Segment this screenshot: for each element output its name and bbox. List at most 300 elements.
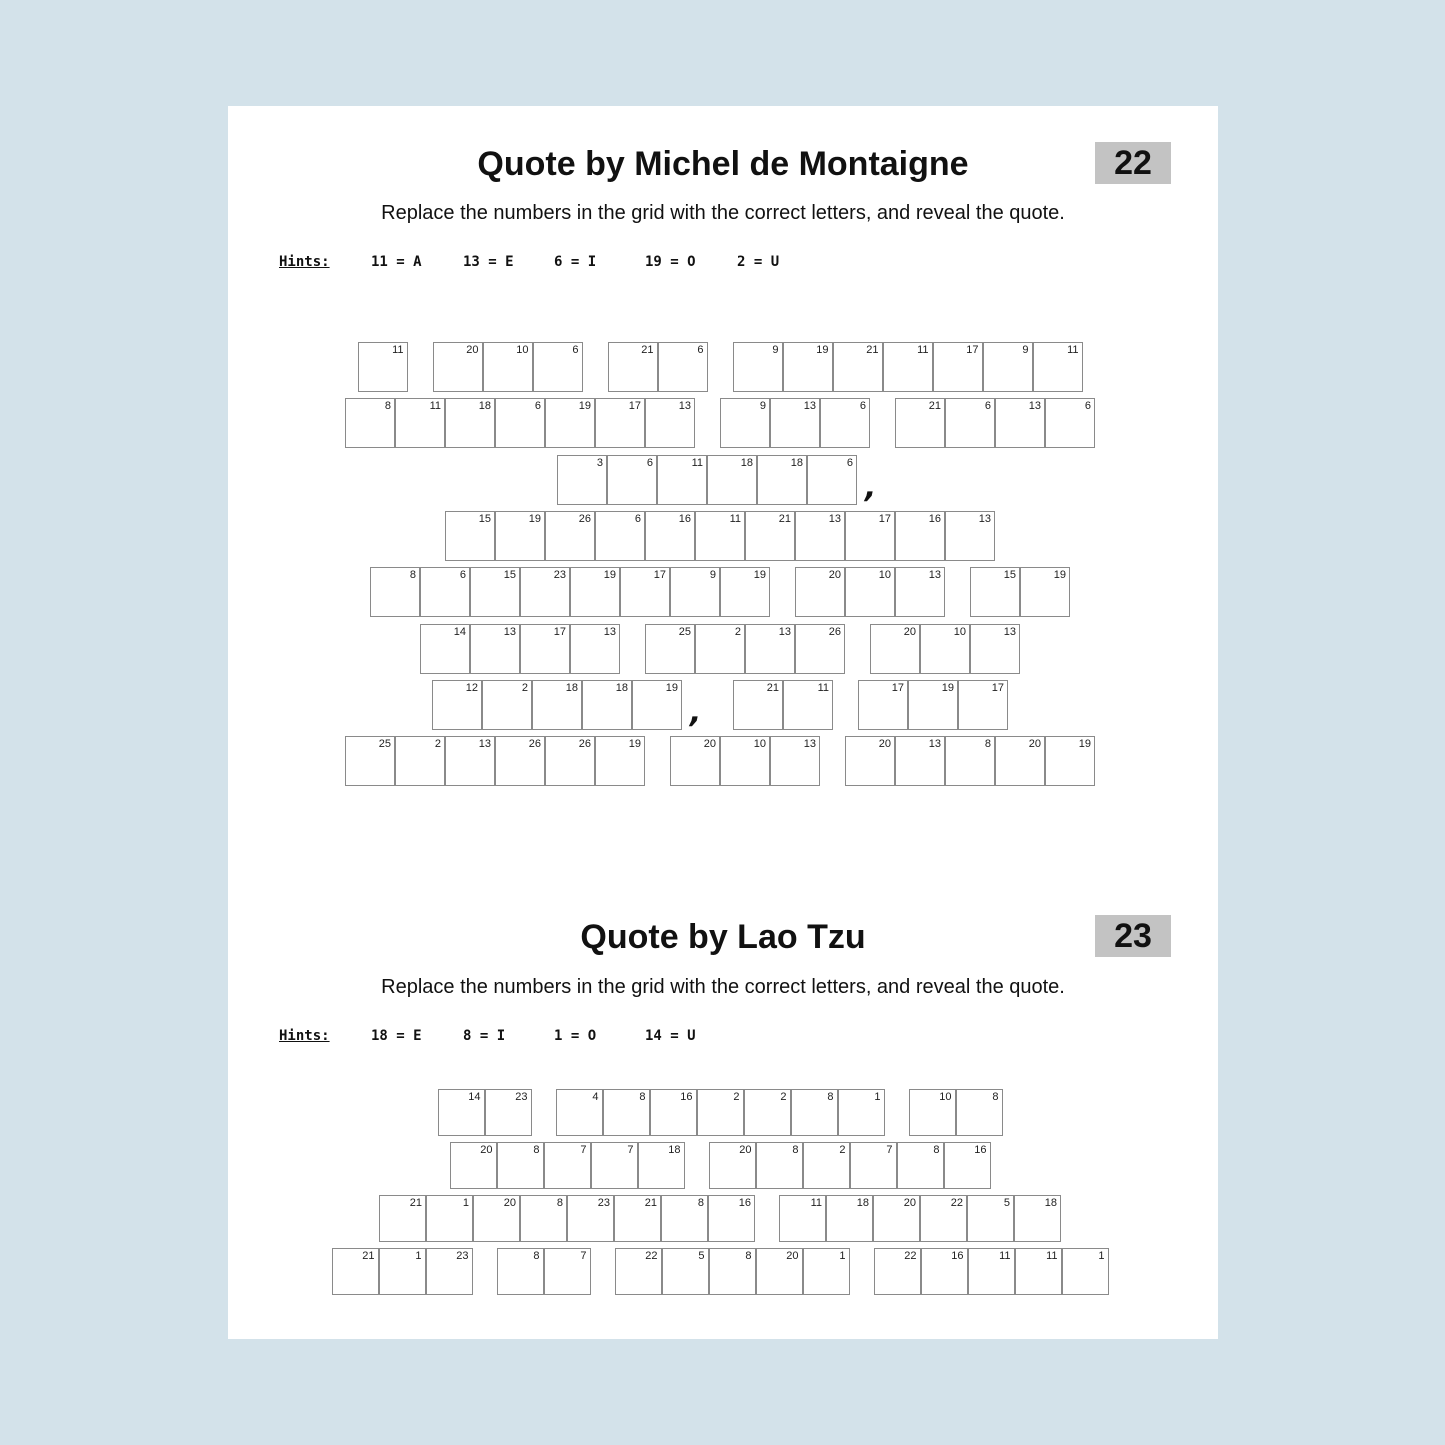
cipher-number: 13 <box>678 400 691 413</box>
letter-cell[interactable] <box>944 1142 991 1189</box>
letter-cell[interactable] <box>897 1142 944 1189</box>
cipher-number: 13 <box>478 738 491 751</box>
letter-cell[interactable] <box>770 736 820 786</box>
cipher-number: 8 <box>745 1250 752 1262</box>
letter-cell[interactable] <box>845 511 895 561</box>
cipher-number: 25 <box>678 625 691 638</box>
letter-cell[interactable] <box>495 398 545 448</box>
letter-cell[interactable] <box>756 1248 803 1295</box>
cipher-number: 26 <box>578 738 591 751</box>
cipher-number: 18 <box>668 1144 681 1156</box>
cipher-number: 21 <box>766 681 779 694</box>
cipher-number: 1 <box>415 1250 422 1262</box>
letter-cell[interactable] <box>756 1142 803 1189</box>
cipher-number: 11 <box>1046 1250 1058 1262</box>
letter-cell[interactable] <box>970 567 1020 617</box>
letter-cell[interactable] <box>820 398 870 448</box>
cipher-number: 11 <box>999 1250 1011 1262</box>
hint: 19 = O <box>645 254 696 270</box>
cipher-number: 16 <box>738 1197 751 1209</box>
letter-cell[interactable] <box>968 1248 1015 1295</box>
cipher-number: 8 <box>792 1144 799 1156</box>
cipher-number: 7 <box>886 1144 893 1156</box>
letter-cell[interactable] <box>520 1195 567 1242</box>
cipher-number: 21 <box>778 512 791 525</box>
puzzle-instructions: Replace the numbers in the grid with the correct letters, and reveal the quote. <box>381 202 1065 224</box>
cipher-number: 18 <box>478 400 491 413</box>
cipher-number: 6 <box>1084 400 1091 413</box>
cipher-number: 17 <box>966 344 979 356</box>
letter-cell[interactable] <box>845 736 895 786</box>
cipher-number: 20 <box>1028 738 1041 751</box>
cipher-number: 3 <box>596 456 603 469</box>
cipher-number: 13 <box>978 512 991 525</box>
cipher-number: 21 <box>866 344 879 356</box>
cipher-number: 18 <box>740 456 753 469</box>
cipher-number: 22 <box>904 1250 917 1262</box>
letter-cell[interactable] <box>557 455 607 505</box>
letter-cell[interactable] <box>967 1195 1014 1242</box>
letter-cell[interactable] <box>645 624 695 674</box>
letter-cell[interactable] <box>495 511 545 561</box>
cipher-number: 13 <box>928 738 941 751</box>
letter-cell[interactable] <box>826 1195 873 1242</box>
letter-cell[interactable] <box>395 398 445 448</box>
letter-cell[interactable] <box>570 567 620 617</box>
letter-cell[interactable] <box>908 680 958 730</box>
cipher-number: 13 <box>603 625 616 638</box>
letter-cell[interactable] <box>520 624 570 674</box>
letter-cell[interactable] <box>345 736 395 786</box>
letter-cell[interactable] <box>895 567 945 617</box>
letter-cell[interactable] <box>795 567 845 617</box>
letter-cell[interactable] <box>697 1089 744 1136</box>
letter-cell[interactable] <box>783 680 833 730</box>
cipher-number: 15 <box>503 569 516 582</box>
cipher-number: 16 <box>678 512 691 525</box>
letter-cell[interactable] <box>358 342 408 392</box>
cipher-number: 13 <box>1028 400 1041 413</box>
letter-cell[interactable] <box>945 511 995 561</box>
cipher-number: 11 <box>810 1197 822 1209</box>
letter-cell[interactable] <box>445 736 495 786</box>
cipher-number: 13 <box>503 625 516 638</box>
cipher-number: 17 <box>991 681 1004 694</box>
letter-cell[interactable] <box>379 1195 426 1242</box>
cipher-number: 6 <box>859 400 866 413</box>
letter-cell[interactable] <box>707 455 757 505</box>
cipher-number: 10 <box>753 738 766 751</box>
letter-cell[interactable] <box>545 736 595 786</box>
cipher-number: 6 <box>634 512 641 525</box>
letter-cell[interactable] <box>544 1248 591 1295</box>
cipher-number: 17 <box>653 569 666 582</box>
letter-cell[interactable] <box>485 1089 532 1136</box>
cipher-number: 21 <box>644 1197 657 1209</box>
cipher-number: 25 <box>378 738 391 751</box>
cipher-number: 21 <box>362 1250 375 1262</box>
cipher-number: 8 <box>533 1144 540 1156</box>
cipher-number: 2 <box>839 1144 846 1156</box>
letter-cell[interactable] <box>556 1089 603 1136</box>
cipher-number: 1 <box>839 1250 846 1262</box>
letter-cell[interactable] <box>695 624 745 674</box>
cipher-number: 17 <box>878 512 891 525</box>
cipher-number: 8 <box>984 738 991 751</box>
letter-cell[interactable] <box>720 398 770 448</box>
letter-cell[interactable] <box>958 680 1008 730</box>
cipher-number: 19 <box>941 681 954 694</box>
cipher-number: 11 <box>729 512 741 525</box>
cipher-number: 2 <box>521 681 528 694</box>
cipher-number: 20 <box>503 1197 516 1209</box>
hints-label: Hints: <box>279 1028 330 1044</box>
cipher-number: 18 <box>1044 1197 1057 1209</box>
cipher-number: 13 <box>803 738 816 751</box>
letter-cell[interactable] <box>482 680 532 730</box>
letter-cell[interactable] <box>497 1248 544 1295</box>
puzzle-instructions: Replace the numbers in the grid with the correct letters, and reveal the quote. <box>381 976 1065 998</box>
letter-cell[interactable] <box>657 455 707 505</box>
cipher-number: 13 <box>928 569 941 582</box>
letter-cell[interactable] <box>945 736 995 786</box>
cipher-number: 11 <box>917 344 929 356</box>
letter-cell[interactable] <box>921 1248 968 1295</box>
letter-cell[interactable] <box>533 342 583 392</box>
letter-cell[interactable] <box>567 1195 614 1242</box>
cipher-number: 8 <box>409 569 416 582</box>
cipher-number: 11 <box>1067 344 1079 356</box>
letter-cell[interactable] <box>779 1195 826 1242</box>
letter-cell[interactable] <box>838 1089 885 1136</box>
cipher-number: 19 <box>1053 569 1066 582</box>
cipher-number: 9 <box>709 569 716 582</box>
letter-cell[interactable] <box>1015 1248 1062 1295</box>
letter-cell[interactable] <box>595 511 645 561</box>
letter-cell[interactable] <box>520 567 570 617</box>
punctuation-comma: , <box>686 694 706 730</box>
letter-cell[interactable] <box>432 680 482 730</box>
cipher-number: 11 <box>817 681 829 694</box>
cipher-number: 13 <box>828 512 841 525</box>
letter-cell[interactable] <box>1045 736 1095 786</box>
puzzle-title: Quote by Michel de Montaigne <box>477 145 969 183</box>
letter-cell[interactable] <box>909 1089 956 1136</box>
letter-cell[interactable] <box>658 342 708 392</box>
letter-cell[interactable] <box>603 1089 650 1136</box>
cipher-number: 17 <box>891 681 904 694</box>
cipher-number: 6 <box>984 400 991 413</box>
letter-cell[interactable] <box>632 680 682 730</box>
letter-cell[interactable] <box>470 567 520 617</box>
letter-cell[interactable] <box>1062 1248 1109 1295</box>
cipher-number: 6 <box>534 400 541 413</box>
cipher-number: 8 <box>639 1091 646 1103</box>
cipher-number: 19 <box>578 400 591 413</box>
letter-cell[interactable] <box>662 1248 709 1295</box>
letter-cell[interactable] <box>803 1142 850 1189</box>
letter-cell[interactable] <box>883 342 933 392</box>
cipher-number: 23 <box>597 1197 610 1209</box>
letter-cell[interactable] <box>803 1248 850 1295</box>
letter-cell[interactable] <box>858 680 908 730</box>
letter-cell[interactable] <box>733 342 783 392</box>
puzzle-number-badge: 23 <box>1095 915 1171 957</box>
letter-cell[interactable] <box>920 1195 967 1242</box>
letter-cell[interactable] <box>970 624 1020 674</box>
hint: 8 = I <box>463 1028 506 1044</box>
letter-cell[interactable] <box>607 455 657 505</box>
cipher-number: 18 <box>790 456 803 469</box>
letter-cell[interactable] <box>608 342 658 392</box>
letter-cell[interactable] <box>445 511 495 561</box>
cipher-number: 20 <box>466 344 479 356</box>
cipher-number: 20 <box>480 1144 493 1156</box>
letter-cell[interactable] <box>783 342 833 392</box>
letter-cell[interactable] <box>895 511 945 561</box>
letter-cell[interactable] <box>650 1089 697 1136</box>
cipher-number: 8 <box>556 1197 563 1209</box>
hint: 13 = E <box>463 254 514 270</box>
letter-cell[interactable] <box>695 511 745 561</box>
puzzle-23 <box>228 879 1218 1339</box>
letter-cell[interactable] <box>497 1142 544 1189</box>
cipher-number: 16 <box>974 1144 987 1156</box>
cipher-number: 19 <box>1078 738 1091 751</box>
letter-cell[interactable] <box>470 624 520 674</box>
cipher-number: 6 <box>846 456 853 469</box>
letter-cell[interactable] <box>870 624 920 674</box>
letter-cell[interactable] <box>874 1248 921 1295</box>
cipher-number: 8 <box>384 400 391 413</box>
letter-cell[interactable] <box>379 1248 426 1295</box>
letter-cell[interactable] <box>995 398 1045 448</box>
cipher-number: 2 <box>780 1091 787 1103</box>
cipher-number: 13 <box>803 400 816 413</box>
letter-cell[interactable] <box>895 736 945 786</box>
letter-cell[interactable] <box>591 1142 638 1189</box>
letter-cell[interactable] <box>708 1195 755 1242</box>
letter-cell[interactable] <box>795 511 845 561</box>
letter-cell[interactable] <box>473 1195 520 1242</box>
cipher-number: 19 <box>753 569 766 582</box>
cipher-number: 26 <box>528 738 541 751</box>
letter-cell[interactable] <box>945 398 995 448</box>
letter-cell[interactable] <box>615 1248 662 1295</box>
cipher-number: 6 <box>646 456 653 469</box>
letter-cell[interactable] <box>745 511 795 561</box>
letter-cell[interactable] <box>1014 1195 1061 1242</box>
cipher-number: 26 <box>828 625 841 638</box>
cipher-number: 23 <box>456 1250 469 1262</box>
cipher-number: 20 <box>903 625 916 638</box>
letter-cell[interactable] <box>670 567 720 617</box>
letter-cell[interactable] <box>995 736 1045 786</box>
letter-cell[interactable] <box>661 1195 708 1242</box>
letter-cell[interactable] <box>850 1142 897 1189</box>
letter-cell[interactable] <box>757 455 807 505</box>
puzzle-number-badge: 22 <box>1095 142 1171 184</box>
letter-cell[interactable] <box>544 1142 591 1189</box>
cipher-number: 5 <box>698 1250 705 1262</box>
letter-cell[interactable] <box>795 624 845 674</box>
letter-cell[interactable] <box>420 567 470 617</box>
letter-cell[interactable] <box>614 1195 661 1242</box>
letter-cell[interactable] <box>545 398 595 448</box>
letter-cell[interactable] <box>395 736 445 786</box>
cipher-number: 23 <box>553 569 566 582</box>
letter-cell[interactable] <box>720 736 770 786</box>
letter-cell[interactable] <box>645 511 695 561</box>
cipher-number: 1 <box>1098 1250 1105 1262</box>
letter-cell[interactable] <box>570 624 620 674</box>
hint: 1 = O <box>554 1028 597 1044</box>
letter-cell[interactable] <box>733 680 783 730</box>
cipher-number: 15 <box>1003 569 1016 582</box>
cipher-number: 21 <box>409 1197 422 1209</box>
cipher-number: 14 <box>468 1091 481 1103</box>
letter-cell[interactable] <box>920 624 970 674</box>
cipher-number: 18 <box>856 1197 869 1209</box>
letter-cell[interactable] <box>845 567 895 617</box>
cipher-number: 20 <box>703 738 716 751</box>
cipher-number: 17 <box>628 400 641 413</box>
letter-cell[interactable] <box>595 398 645 448</box>
cipher-number: 6 <box>459 569 466 582</box>
letter-cell[interactable] <box>445 398 495 448</box>
cipher-number: 18 <box>565 681 578 694</box>
punctuation-comma: , <box>861 469 881 505</box>
cipher-number: 14 <box>453 625 466 638</box>
cipher-number: 21 <box>928 400 941 413</box>
cipher-number: 8 <box>827 1091 834 1103</box>
cipher-number: 23 <box>515 1091 528 1103</box>
letter-cell[interactable] <box>433 342 483 392</box>
worksheet-page <box>228 106 1218 1339</box>
cipher-number: 8 <box>533 1250 540 1262</box>
letter-cell[interactable] <box>332 1248 379 1295</box>
cipher-number: 17 <box>553 625 566 638</box>
cipher-number: 10 <box>878 569 891 582</box>
cipher-number: 1 <box>462 1197 469 1209</box>
hint: 18 = E <box>371 1028 422 1044</box>
cipher-number: 19 <box>528 512 541 525</box>
letter-cell[interactable] <box>873 1195 920 1242</box>
letter-cell[interactable] <box>495 736 545 786</box>
cipher-number: 10 <box>953 625 966 638</box>
cipher-number: 11 <box>392 344 404 356</box>
letter-cell[interactable] <box>645 398 695 448</box>
cipher-number: 10 <box>939 1091 952 1103</box>
cipher-number: 7 <box>580 1250 587 1262</box>
letter-cell[interactable] <box>1020 567 1070 617</box>
letter-cell[interactable] <box>532 680 582 730</box>
cipher-number: 16 <box>951 1250 964 1262</box>
letter-cell[interactable] <box>983 342 1033 392</box>
letter-cell[interactable] <box>807 455 857 505</box>
cipher-number: 5 <box>1003 1197 1010 1209</box>
cipher-number: 8 <box>933 1144 940 1156</box>
letter-cell[interactable] <box>582 680 632 730</box>
cipher-number: 19 <box>665 681 678 694</box>
hint: 14 = U <box>645 1028 696 1044</box>
cipher-number: 20 <box>786 1250 799 1262</box>
cipher-number: 4 <box>592 1091 599 1103</box>
cipher-number: 16 <box>680 1091 693 1103</box>
letter-cell[interactable] <box>791 1089 838 1136</box>
cipher-number: 2 <box>434 738 441 751</box>
letter-cell[interactable] <box>670 736 720 786</box>
hint: 2 = U <box>737 254 780 270</box>
letter-cell[interactable] <box>1033 342 1083 392</box>
cipher-number: 15 <box>478 512 491 525</box>
cipher-number: 7 <box>627 1144 634 1156</box>
cipher-number: 16 <box>928 512 941 525</box>
cipher-number: 8 <box>697 1197 704 1209</box>
letter-cell[interactable] <box>426 1248 473 1295</box>
letter-cell[interactable] <box>709 1248 756 1295</box>
letter-cell[interactable] <box>720 567 770 617</box>
letter-cell[interactable] <box>483 342 533 392</box>
cipher-number: 9 <box>772 344 779 356</box>
cipher-number: 8 <box>992 1091 999 1103</box>
cipher-number: 20 <box>739 1144 752 1156</box>
cipher-number: 26 <box>578 512 591 525</box>
letter-cell[interactable] <box>833 342 883 392</box>
cipher-number: 9 <box>1022 344 1029 356</box>
cipher-number: 6 <box>697 344 704 356</box>
letter-cell[interactable] <box>438 1089 485 1136</box>
cipher-number: 19 <box>603 569 616 582</box>
puzzle-22 <box>228 106 1218 806</box>
hint: 6 = I <box>554 254 597 270</box>
letter-cell[interactable] <box>895 398 945 448</box>
cipher-number: 9 <box>759 400 766 413</box>
letter-cell[interactable] <box>545 511 595 561</box>
cipher-number: 2 <box>733 1091 740 1103</box>
letter-cell[interactable] <box>450 1142 497 1189</box>
letter-cell[interactable] <box>595 736 645 786</box>
cipher-number: 13 <box>778 625 791 638</box>
cipher-number: 7 <box>580 1144 587 1156</box>
letter-cell[interactable] <box>420 624 470 674</box>
letter-cell[interactable] <box>426 1195 473 1242</box>
cipher-number: 1 <box>874 1091 881 1103</box>
letter-cell[interactable] <box>745 624 795 674</box>
cipher-number: 20 <box>828 569 841 582</box>
cipher-number: 2 <box>734 625 741 638</box>
cipher-number: 19 <box>628 738 641 751</box>
letter-cell[interactable] <box>345 398 395 448</box>
letter-cell[interactable] <box>1045 398 1095 448</box>
letter-cell[interactable] <box>370 567 420 617</box>
hints-label: Hints: <box>279 254 330 270</box>
cipher-number: 18 <box>615 681 628 694</box>
letter-cell[interactable] <box>933 342 983 392</box>
letter-cell[interactable] <box>638 1142 685 1189</box>
hint: 11 = A <box>371 254 422 270</box>
letter-cell[interactable] <box>956 1089 1003 1136</box>
cipher-number: 6 <box>572 344 579 356</box>
cipher-number: 20 <box>878 738 891 751</box>
letter-cell[interactable] <box>770 398 820 448</box>
cipher-number: 21 <box>641 344 654 356</box>
cipher-number: 20 <box>903 1197 916 1209</box>
letter-cell[interactable] <box>620 567 670 617</box>
puzzle-title: Quote by Lao Tzu <box>580 918 866 956</box>
letter-cell[interactable] <box>744 1089 791 1136</box>
letter-cell[interactable] <box>709 1142 756 1189</box>
